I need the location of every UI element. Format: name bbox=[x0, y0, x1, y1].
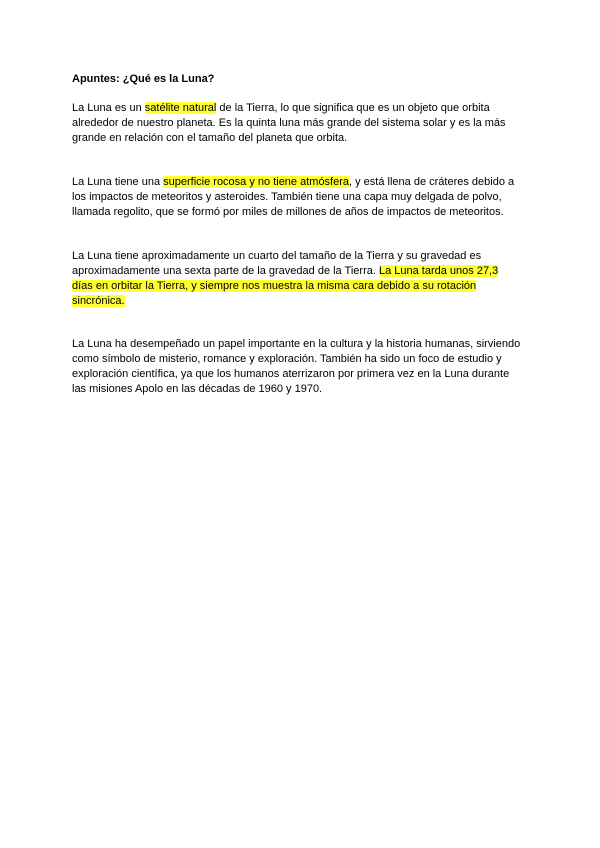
line-text: , y está llena de cráteres debido a bbox=[349, 176, 515, 188]
paragraph-line bbox=[72, 367, 532, 382]
line-text: de la Tierra, lo que significa que es un objeto que orbita bbox=[216, 102, 490, 114]
highlighted-text: superficie rocosa y no tiene atmósfera bbox=[163, 176, 350, 188]
line-text: los impactos de meteoritos y asteroides. También tiene una capa muy delgada de polvo, bbox=[72, 191, 502, 203]
highlighted-text: La Luna tarda unos 27,3 bbox=[378, 265, 499, 277]
paragraph-line bbox=[72, 337, 532, 352]
line-text: las misiones Apolo en las décadas de 1960 y 1970. bbox=[72, 383, 323, 395]
line-text: llamada regolito, que se formó por miles de millones de años de impactos de meteoritos. bbox=[72, 206, 504, 218]
line-text: grande en relación con el tamaño del planeta que orbita. bbox=[72, 132, 348, 144]
line-text: La Luna es un bbox=[72, 102, 145, 114]
highlighted-text: sincrónica. bbox=[72, 295, 125, 307]
paragraph-line bbox=[72, 101, 532, 116]
paragraph-4 bbox=[72, 337, 532, 397]
paragraph-line bbox=[72, 279, 532, 294]
paragraph-line bbox=[72, 249, 532, 264]
paragraph-line bbox=[72, 264, 532, 279]
line-text: La Luna tiene aproximadamente un cuarto del tamaño de la Tierra y su gravedad es bbox=[72, 250, 482, 262]
paragraph-line bbox=[72, 352, 532, 367]
line-text: exploración científica, ya que los humanos aterrizaron por primera vez en la Luna durante bbox=[72, 368, 510, 380]
highlighted-text: días en orbitar la Tierra, y siempre nos muestra la misma cara debido a su rotación bbox=[72, 280, 477, 292]
document-title: Apuntes: ¿Qué es la Luna? bbox=[72, 73, 215, 85]
paragraph-line bbox=[72, 205, 532, 220]
paragraph-3 bbox=[72, 249, 532, 309]
line-text: La Luna ha desempeñado un papel importante en la cultura y la historia humanas, sirviendo bbox=[72, 338, 521, 350]
line-text: aproximadamente una sexta parte de la gravedad de la Tierra. bbox=[72, 265, 379, 277]
paragraph-line bbox=[72, 294, 532, 309]
paragraph-line bbox=[72, 190, 532, 205]
line-text: alrededor de nuestro planeta. Es la quinta luna más grande del sistema solar y es la más bbox=[72, 117, 506, 129]
line-text: La Luna tiene una bbox=[72, 176, 164, 188]
paragraph-line bbox=[72, 175, 532, 190]
line-text: como símbolo de misterio, romance y exploración. También ha sido un foco de estudio y bbox=[72, 353, 502, 365]
paragraph-line bbox=[72, 382, 532, 397]
paragraph-line bbox=[72, 116, 532, 131]
highlighted-text: satélite natural bbox=[144, 102, 217, 114]
paragraph-2 bbox=[72, 175, 532, 220]
paragraph-1 bbox=[72, 101, 532, 146]
paragraph-line bbox=[72, 131, 532, 146]
